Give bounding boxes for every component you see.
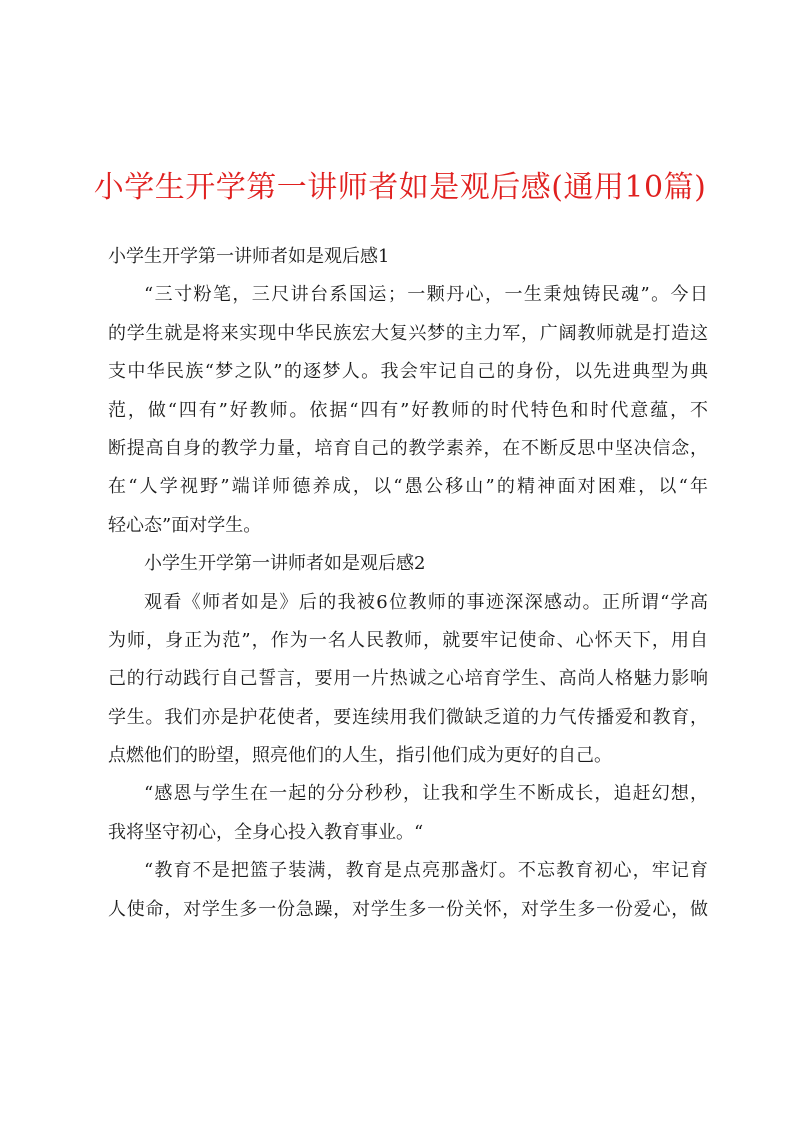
paragraph-line: 断提高自身的教学力量，培育自己的教学素养，在不断反思中坚决信念， — [108, 437, 708, 459]
section-heading-1: 小学生开学第一讲师者如是观后感1 — [108, 246, 390, 267]
paragraph-line: 己的行动践行自己誓言，要用一片热诚之心培育学生、高尚人格魅力影响 — [108, 668, 708, 690]
paragraph-line: 观看《师者如是》后的我被6位教师的事迹深深感动。正所谓“学高 — [144, 591, 708, 613]
section-2-paragraph-3 — [108, 852, 708, 929]
paragraph-line: “三寸粉笔，三尺讲台系国运；一颗丹心，一生秉烛铸民魂”。今日 — [144, 284, 708, 306]
paragraph-line: 点燃他们的盼望，照亮他们的人生，指引他们成为更好的自己。 — [108, 745, 612, 767]
paragraph-line: 支中华民族“梦之队”的逐梦人。我会牢记自己的身份，以先进典型为典 — [108, 361, 708, 383]
paragraph-line: 为师，身正为范”，作为一名人民教师，就要牢记使命、心怀天下，用自 — [108, 629, 708, 651]
section-heading-2: 小学生开学第一讲师者如是观后感2 — [144, 553, 426, 575]
paragraph-line: 在“人学视野”端详师德养成，以“愚公移山”的精神面对困难，以“年 — [108, 476, 708, 498]
paragraph-line: “教育不是把篮子装满，教育是点亮那盏灯。不忘教育初心，牢记育 — [144, 860, 708, 882]
paragraph-line: 轻心态”面对学生。 — [108, 514, 262, 536]
paragraph-line: 学生。我们亦是护花使者，要连续用我们微缺乏道的力气传播爱和教育， — [108, 706, 708, 728]
document-body — [108, 238, 708, 929]
paragraph-line: 我将坚守初心，全身心投入教育事业。“ — [108, 821, 424, 843]
paragraph-line: 的学生就是将来实现中华民族宏大复兴梦的主力军，广阔教师就是打造这 — [108, 322, 708, 344]
paragraph-line: “感恩与学生在一起的分分秒秒，让我和学生不断成长，追赶幻想， — [144, 783, 708, 805]
document-title: 小学生开学第一讲师者如是观后感(通用10篇) — [93, 170, 707, 205]
section-1-paragraph — [108, 276, 708, 545]
section-2-paragraph-2 — [108, 775, 708, 852]
paragraph-line: 范，做“四有”好教师。依据“四有”好教师的时代特色和时代意蕴，不 — [108, 399, 708, 421]
section-2-paragraph-1 — [108, 584, 708, 776]
paragraph-line: 人使命，对学生多一份急躁，对学生多一份关怀，对学生多一份爱心，做 — [108, 898, 708, 920]
